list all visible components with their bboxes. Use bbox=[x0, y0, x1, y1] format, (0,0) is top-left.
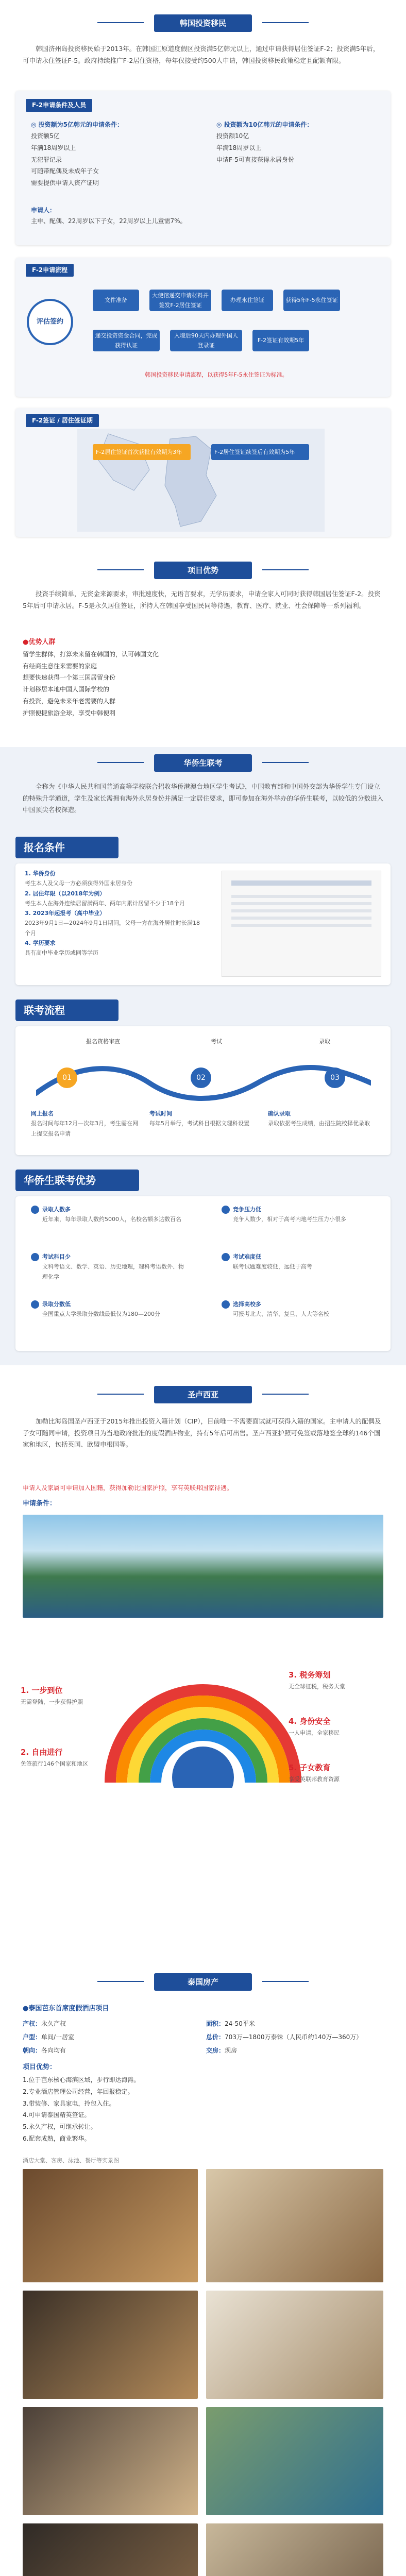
flow-item-block bbox=[149, 1109, 258, 1129]
hotel-photo bbox=[206, 2291, 383, 2399]
right-item: 申请F-5可直接获得永居身份 bbox=[216, 156, 294, 163]
island-photo bbox=[23, 1515, 383, 1618]
flow-num: 03 bbox=[325, 1067, 345, 1088]
right-conditions bbox=[216, 120, 381, 165]
flow-title: 联考流程 bbox=[15, 999, 119, 1021]
adv-text: 联考试题难度较低，远低于高考 bbox=[233, 1263, 312, 1270]
spec-key: 总价： bbox=[206, 2033, 225, 2041]
spec-key: 交房： bbox=[206, 2047, 225, 2054]
f2-heading: F-2申请条件及人员 bbox=[26, 99, 92, 112]
left-item: 无犯罪记录 bbox=[31, 156, 62, 163]
left-item: 投资额5亿 bbox=[31, 132, 60, 140]
spec-key: 户型： bbox=[23, 2033, 42, 2041]
adv-icon bbox=[31, 1300, 39, 1309]
ring-title: 5. 子女教育 bbox=[289, 1763, 331, 1772]
conditions-list bbox=[25, 869, 205, 958]
photo-note: 酒店大堂、客房、泳池、餐厅等实景图 bbox=[23, 2157, 119, 2164]
adv-head: 项目优势： bbox=[23, 2063, 57, 2071]
hotel-photo bbox=[206, 2523, 383, 2576]
adv-icon bbox=[31, 1206, 39, 1214]
section-title: 华侨生联考 bbox=[154, 754, 252, 772]
section-advantages bbox=[0, 556, 406, 747]
flow-item-block bbox=[31, 1109, 139, 1139]
flow-desc: 录取依据考生成绩，由招生院校择优录取 bbox=[268, 1120, 370, 1127]
adv-item: 1.位于芭东核心海滨区域，步行即达海滩。 bbox=[23, 2076, 140, 2083]
people-label: 申请人： bbox=[31, 207, 56, 214]
flow-step-box: 大使馆递交申请材料并签发F-2居住签证 bbox=[149, 290, 211, 311]
adv-item bbox=[222, 1252, 376, 1272]
section-huaqiao bbox=[0, 747, 406, 1365]
adv-item: 5.永久产权，可继承转让。 bbox=[23, 2123, 97, 2131]
section-saint-lucia bbox=[0, 1365, 406, 1963]
left-head: ◎ 投资额为5亿韩元的申请条件： bbox=[31, 121, 123, 128]
adv-item bbox=[31, 1252, 185, 1282]
spec-key: 产权： bbox=[23, 2020, 42, 2027]
intro-text: 韩国济州岛投资移民始于2013年。在韩国江原道度假区投资满5亿韩元以上，通过申请获得居住签证F-2；投资满5年后，可申请永住签证F-5。政府持续推广F-2居住资格，每年仅接受约500人申请，韩国投资移民政策稳定且配额有限。 bbox=[23, 45, 380, 64]
spec-value: 永久产权 bbox=[41, 2020, 66, 2027]
flow-heading: F-2申请流程 bbox=[26, 264, 74, 277]
flow-note: 韩国投资移民申请流程，以获得5年F-5永住签证为标准。 bbox=[145, 371, 288, 378]
ring-title: 3. 税务筹划 bbox=[289, 1670, 331, 1680]
f2-flow-card bbox=[15, 258, 391, 397]
ring-item bbox=[289, 1715, 386, 1738]
map-heading: F-2签证 / 居住签证期 bbox=[26, 414, 99, 427]
section-korea bbox=[0, 0, 406, 556]
cond-head: 2. 居住年限（以2018年为例） bbox=[25, 890, 106, 897]
ring-item bbox=[21, 1745, 113, 1769]
huaqiao-intro: 全称为《中华人民共和国普通高等学校联合招收华侨港澳台地区学生考试》，中国教育部和中国外交部为华侨学生专门设立的特殊升学通道，学生及家长需拥有海外永居身份并满足一定居住要求，即可参加在海外举办的华侨生联考，以较低的分数进入中国顶尖名校深造。 bbox=[23, 783, 384, 814]
adv-item bbox=[31, 1299, 185, 1319]
flow-start: 评估签约 bbox=[36, 317, 63, 326]
flow-num: 01 bbox=[57, 1067, 77, 1088]
spec-value: 24-50平米 bbox=[225, 2020, 255, 2027]
cond-text: 2023年9月1日—2024年9月1日期间，父母一方在海外居住时长满18个月 bbox=[25, 920, 200, 937]
section-title: 圣卢西亚 bbox=[154, 1386, 252, 1403]
right-item: 年满18周岁以上 bbox=[216, 144, 262, 151]
ring-title: 4. 身份安全 bbox=[289, 1717, 331, 1726]
cond-head: 3. 2023年起报考（高中毕业） bbox=[25, 910, 106, 917]
ring-item bbox=[289, 1668, 386, 1692]
cond-text: 具有高中毕业学历或同等学历 bbox=[25, 950, 98, 956]
flow-node: 考试 bbox=[211, 1038, 222, 1045]
adv-item: 4.可申请泰国精英签证。 bbox=[23, 2111, 91, 2119]
left-item: 年满18周岁以上 bbox=[31, 144, 76, 151]
ring-note: 无全球征税，税务天堂 bbox=[289, 1683, 345, 1690]
adv-head: 选择高校多 bbox=[233, 1301, 261, 1308]
flow-item: 考试时间 bbox=[149, 1110, 172, 1117]
adv-list bbox=[23, 2074, 383, 2145]
flow-item: 网上报名 bbox=[31, 1110, 54, 1117]
intro-text: 加勒比海岛国圣卢西亚于2015年推出投资入籍计划（CIP），目前唯一不需要面试就可获得入籍的国家。主申请人的配偶及子女可随同申请，投资项目为当地政府批准的度假酒店物业，持有5年后可出售。圣卢西亚护照可免签或落地签全球约146个国家和地区，包括英国、欧盟申根国等。 bbox=[23, 1417, 381, 1448]
flow-desc: 报名时间每年12月—次年3月，考生需在网上提交报名申请 bbox=[31, 1120, 138, 1137]
spec-key: 朝向： bbox=[23, 2047, 42, 2054]
flow-num: 02 bbox=[191, 1067, 211, 1088]
adv-head: 录取分数低 bbox=[42, 1301, 71, 1308]
point-item: 留学生群体，打算未来留在韩国的，认可韩国文化 bbox=[23, 650, 159, 658]
flow-item-block bbox=[268, 1109, 376, 1129]
map-box-1: F-2居住签证首次获批有效期为3年 bbox=[93, 444, 191, 460]
spec-value: 单间/一居室 bbox=[41, 2033, 75, 2041]
cond-head: 申请条件： bbox=[23, 1500, 57, 1507]
adv-text: 文科考语文、数学、英语、历史地理，理科考语数外、物理化学 bbox=[42, 1263, 184, 1280]
adv-title: 华侨生联考优势 bbox=[15, 1170, 139, 1191]
f2-conditions-card bbox=[15, 91, 391, 245]
ring-note: 无需登陆，一步获得护照 bbox=[21, 1699, 83, 1706]
left-item: 可随带配偶及未成年子女 bbox=[31, 167, 99, 175]
adv-item bbox=[31, 1205, 185, 1225]
adv-item: 3.带装修、家具家电，拎包入住。 bbox=[23, 2099, 115, 2107]
hotel-photo bbox=[206, 2407, 383, 2515]
spec-row bbox=[23, 2019, 193, 2029]
exam-adv-card bbox=[15, 1196, 391, 1351]
ring-item bbox=[289, 1761, 386, 1785]
flow-desc: 每年5月举行，考试科目根据文理科设置 bbox=[149, 1120, 249, 1127]
section-title: 泰国房产 bbox=[154, 1973, 252, 1991]
hotel-photo bbox=[23, 2523, 198, 2576]
section-thailand bbox=[0, 1963, 406, 2576]
ring-item bbox=[21, 1684, 113, 1707]
adv-icon bbox=[31, 1253, 39, 1261]
conditions-title: 报名条件 bbox=[15, 837, 119, 858]
spec-row bbox=[206, 2045, 381, 2056]
adv-text: 全国重点大学录取分数线最低仅为180—200分 bbox=[42, 1311, 160, 1318]
adv-item: 2.专业酒店管理公司经营，年回报稳定。 bbox=[23, 2088, 134, 2095]
spec-key: 面积： bbox=[206, 2020, 225, 2027]
hotel-photo bbox=[23, 2291, 198, 2399]
point-item: 护照便捷旅游全球，享受中韩便利 bbox=[23, 709, 116, 717]
right-head: ◎ 投资额为10亿韩元的申请条件： bbox=[216, 121, 313, 128]
cond-head: 4. 学历要求 bbox=[25, 939, 56, 946]
left-item: 需要提供申请人资产证明 bbox=[31, 179, 99, 187]
points-head: ●优势人群 bbox=[23, 638, 56, 646]
point-item: 有投资，避免未来年老需要的人群 bbox=[23, 697, 116, 705]
spec-row bbox=[23, 2045, 193, 2056]
adv-text: 近年来，每年录取人数约5000人，名校名额多达数百名 bbox=[42, 1216, 181, 1223]
ring-note: 一人申请，全家移民 bbox=[289, 1730, 340, 1737]
conditions-card bbox=[15, 863, 391, 985]
right-item: 投资额10亿 bbox=[216, 132, 249, 140]
spec-value: 各向均有 bbox=[41, 2047, 66, 2054]
people-row bbox=[31, 205, 381, 227]
flow-start-circle bbox=[27, 299, 73, 345]
spec-row bbox=[23, 2032, 193, 2043]
project-title: ●泰国芭东首席度假酒店项目 bbox=[23, 2005, 109, 2012]
adv-text: 竞争人数少，相对于高考内地考生压力小很多 bbox=[233, 1216, 346, 1223]
flow-step-box: 递交投资资金合同，完成获得认证 bbox=[93, 330, 160, 351]
map-box-2: F-2居住签证续签后有效期为5年 bbox=[211, 444, 309, 460]
section-title: 项目优势 bbox=[154, 562, 252, 579]
hotel-photo bbox=[206, 2169, 383, 2282]
cond-text: 考生本人及父母一方必须获得外国永居身份 bbox=[25, 880, 132, 887]
flow-node: 报名资格审查 bbox=[86, 1038, 120, 1045]
adv-head: 录取人数多 bbox=[42, 1206, 71, 1213]
exam-flow-card bbox=[15, 1026, 391, 1155]
flow-step-box: F-2签证有效期5年 bbox=[252, 330, 309, 351]
note-text: 申请人及家属可申请加入国籍，获得加勒比国家护照，享有英联邦国家待遇。 bbox=[23, 1484, 233, 1492]
section-title: 韩国投资移民 bbox=[154, 14, 252, 32]
flow-step-box: 入境后90天内办理外国人登录证 bbox=[170, 330, 242, 351]
points-list bbox=[23, 637, 383, 719]
point-item: 有经商生意往来需要的家庭 bbox=[23, 662, 97, 670]
hotel-photo bbox=[23, 2169, 198, 2282]
spec-row bbox=[206, 2032, 381, 2043]
adv-item bbox=[222, 1299, 376, 1319]
left-conditions bbox=[31, 120, 201, 189]
ring-note: 享受英联邦教育资源 bbox=[289, 1776, 340, 1783]
adv-item bbox=[222, 1205, 376, 1225]
point-item: 想要快速获得一个第三国居留身份 bbox=[23, 674, 116, 682]
spec-value: 现房 bbox=[225, 2047, 238, 2054]
f2-map-card bbox=[15, 408, 391, 537]
adv-text: 可报考北大、清华、复旦、人大等名校 bbox=[233, 1311, 329, 1318]
flow-step-box: 文件准备 bbox=[93, 290, 139, 311]
adv-icon bbox=[222, 1300, 230, 1309]
ring-title: 2. 自由进行 bbox=[21, 1748, 63, 1757]
hotel-photo bbox=[23, 2407, 198, 2515]
adv-head: 考试难度低 bbox=[233, 1253, 261, 1260]
adv-icon bbox=[222, 1253, 230, 1261]
ring-title: 1. 一步到位 bbox=[21, 1686, 63, 1695]
document-image bbox=[222, 871, 381, 977]
flow-step-box: 办理永住签证 bbox=[222, 290, 273, 311]
spec-row bbox=[206, 2019, 381, 2029]
cond-text: 考生本人在海外连续居留满两年、两年内累计居留不少于18个月 bbox=[25, 900, 185, 907]
adv-head: 考试科目少 bbox=[42, 1253, 71, 1260]
flow-node: 录取 bbox=[319, 1038, 330, 1045]
flow-item: 确认录取 bbox=[268, 1110, 291, 1117]
point-item: 计划移居本地中国人国际学校的 bbox=[23, 686, 110, 693]
cond-head: 1. 华侨身份 bbox=[25, 870, 56, 877]
adv-icon bbox=[222, 1206, 230, 1214]
ring-note: 免签旅行146个国家和地区 bbox=[21, 1760, 88, 1768]
adv-head: 竞争压力低 bbox=[233, 1206, 261, 1213]
adv-item: 6.配套成熟，商业繁华。 bbox=[23, 2134, 91, 2142]
flow-step-box: 获得5年F-5永住签证 bbox=[283, 290, 340, 311]
spec-value: 703万—1800万泰铢（人民币约140万—360万） bbox=[225, 2033, 363, 2041]
people-text: 主申、配偶、22周岁以下子女，22周岁以上儿童需7%。 bbox=[31, 217, 187, 225]
intro-text: 投资手续简单，无资金来源要求，审批速度快，无语言要求，无学历要求，申请全家人可同时获得韩国居住签证F-2。投资5年后可申请永居。F-5是永久居住签证，所持人在韩国享受国民同等待遇，教育、医疗、就业、社会保障等一系列福利。 bbox=[23, 590, 381, 609]
